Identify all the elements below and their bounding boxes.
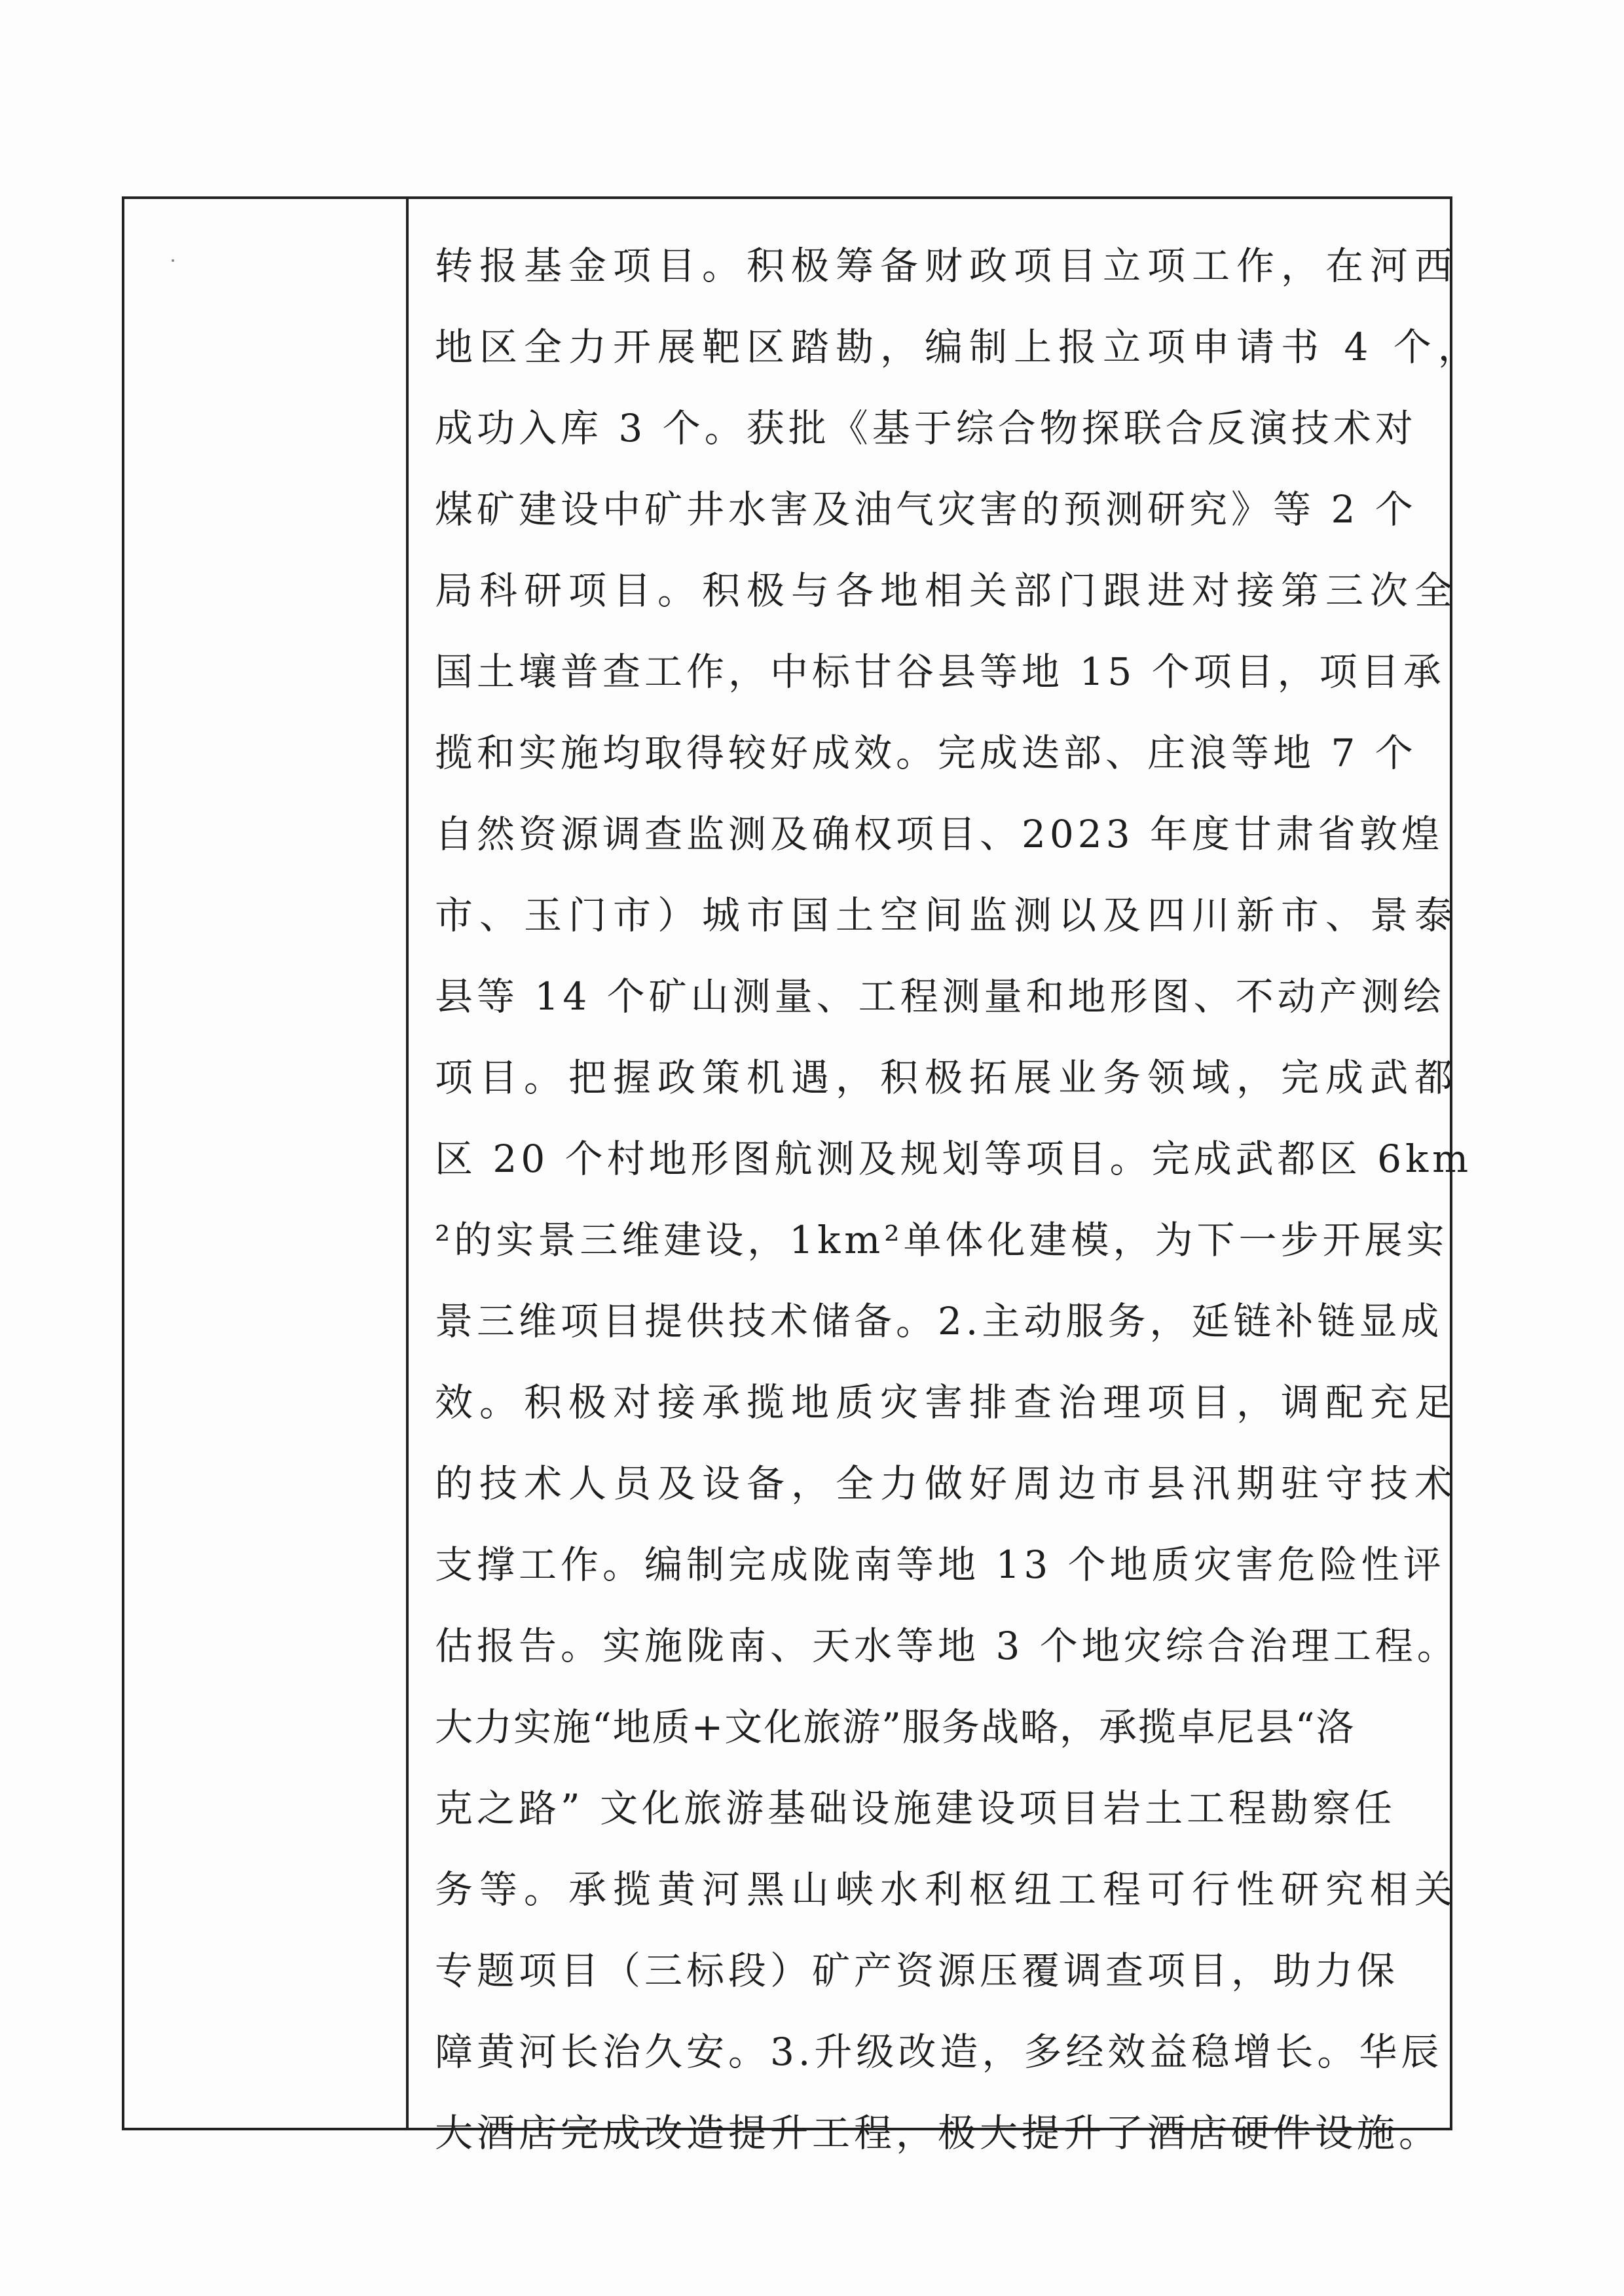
text-line: 煤矿建设中矿井水害及油气灾害的预测研究》等 2 个: [435, 487, 1417, 532]
text-line: 地区全力开展靶区踏勘，编制上报立项申请书 4 个，: [435, 325, 1483, 369]
text-line: 支撑工作。编制完成陇南等地 13 个地质灾害危险性评: [435, 1542, 1445, 1587]
text-line: 自然资源调查监测及确权项目、2023 年度甘肃省敦煌: [435, 812, 1444, 856]
text-line: 景三维项目提供技术储备。2.主动服务，延链补链显成: [435, 1299, 1443, 1343]
text-line: ²的实景三维建设，1km²单体化建模，为下一步开展实: [435, 1218, 1449, 1262]
text-line: 克之路” 文化旅游基础设施建设项目岩土工程勘察任: [435, 1786, 1397, 1831]
content-cell: [409, 199, 1483, 2155]
text-line: 专题项目（三标段）矿产资源压覆调查项目，助力保: [435, 1948, 1399, 1993]
text-line: 局科研项目。积极与各地相关部门跟进对接第三次全: [435, 568, 1460, 613]
text-line: 国土壤普查工作，中标甘谷县等地 15 个项目，项目承: [435, 649, 1445, 694]
text-line: 成功入库 3 个。获批《基于综合物探联合反演技术对: [435, 406, 1417, 450]
text-line: 大酒店完成改造提升工程，极大提升了酒店硬件设施。: [435, 2111, 1441, 2155]
text-line: 项目。把握政策机遇，积极拓展业务领域，完成武都: [435, 1055, 1460, 1100]
text-line: 大力实施“地质+文化旅游”服务战略，承揽卓尼县“洛: [435, 1705, 1356, 1749]
text-line: 估报告。实施陇南、天水等地 3 个地灾综合治理工程。: [435, 1624, 1459, 1668]
form-table: [122, 196, 1483, 2155]
text-line: 揽和实施均取得较好成效。完成迭部、庄浪等地 7 个: [435, 731, 1417, 775]
text-line: 务等。承揽黄河黑山峡水利枢纽工程可行性研究相关: [435, 1867, 1460, 1912]
text-line: 市、玉门市）城市国土空间监测以及四川新市、景泰: [435, 893, 1460, 938]
text-line: 转报基金项目。积极筹备财政项目立项工作，在河西: [435, 244, 1460, 288]
text-line: 的技术人员及设备，全力做好周边市县汛期驻守技术: [435, 1461, 1460, 1506]
text-line: 区 20 个村地形图航测及规划等项目。完成武都区 6km: [435, 1137, 1473, 1181]
text-line: 效。积极对接承揽地质灾害排查治理项目，调配充足: [435, 1380, 1460, 1425]
label-cell: [124, 199, 406, 2128]
text-line: 县等 14 个矿山测量、工程测量和地形图、不动产测绘: [435, 974, 1445, 1019]
text-line: 障黄河长治久安。3.升级改造，多经效益稳增长。华辰: [435, 2030, 1443, 2074]
